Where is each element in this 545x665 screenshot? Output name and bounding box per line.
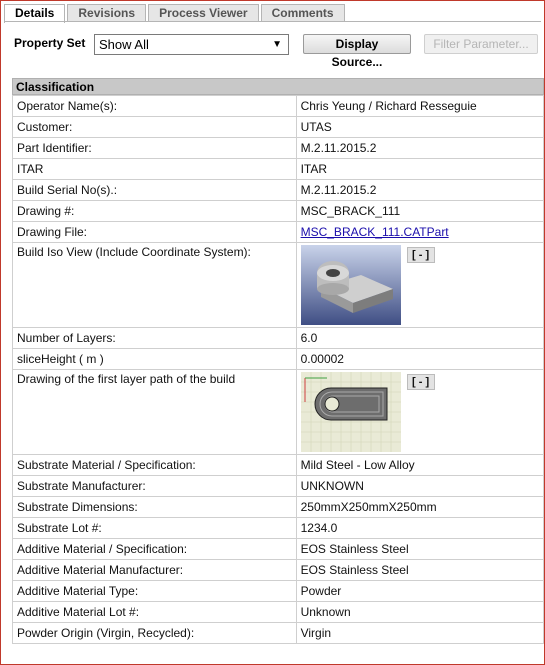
row-label: Operator Name(s): <box>13 96 297 117</box>
property-set-select[interactable] <box>94 34 289 55</box>
row-value: UNKNOWN <box>296 476 543 497</box>
tab-comments[interactable]: Comments <box>261 4 345 21</box>
iso-view-cell <box>296 243 543 328</box>
row-value: 6.0 <box>296 328 543 349</box>
filter-parameter-button[interactable]: Filter Parameter... <box>424 34 538 54</box>
row-label: sliceHeight ( m ) <box>13 349 297 370</box>
table-row <box>13 581 544 602</box>
row-value: EOS Stainless Steel <box>296 560 543 581</box>
row-value: 1234.0 <box>296 518 543 539</box>
iso-view-image[interactable] <box>301 245 401 325</box>
table-row <box>13 159 544 180</box>
row-label: Drawing #: <box>13 201 297 222</box>
row-label: Additive Material / Specification: <box>13 539 297 560</box>
tab-divider <box>4 21 541 22</box>
collapse-toggle-button[interactable]: [ - ] <box>407 374 435 390</box>
row-label: Additive Material Manufacturer: <box>13 560 297 581</box>
row-label: Part Identifier: <box>13 138 297 159</box>
table-row <box>13 201 544 222</box>
toolbar <box>14 32 539 69</box>
table-row <box>13 370 544 455</box>
row-value: UTAS <box>296 117 543 138</box>
tab-bar <box>4 4 345 22</box>
row-value: 250mmX250mmX250mm <box>296 497 543 518</box>
row-value: M.2.11.2015.2 <box>296 138 543 159</box>
row-label: Substrate Dimensions: <box>13 497 297 518</box>
row-value: Unknown <box>296 602 543 623</box>
row-label: ITAR <box>13 159 297 180</box>
row-value: MSC_BRACK_111 <box>296 201 543 222</box>
row-label: Customer: <box>13 117 297 138</box>
drawing-file-link[interactable]: MSC_BRACK_111.CATPart <box>300 225 449 239</box>
table-row <box>13 539 544 560</box>
row-value: 0.00002 <box>296 349 543 370</box>
properties-panel <box>12 78 544 644</box>
tab-revisions[interactable]: Revisions <box>67 4 146 21</box>
row-label: Drawing of the first layer path of the build <box>13 370 297 455</box>
layer-path-container <box>301 372 539 454</box>
row-label: Drawing File: <box>13 222 297 243</box>
row-label: Substrate Lot #: <box>13 518 297 539</box>
property-set-label: Property Set <box>14 36 86 50</box>
dropdown-arrow-icon: ▼ <box>272 39 282 50</box>
row-label: Number of Layers: <box>13 328 297 349</box>
row-label: Substrate Manufacturer: <box>13 476 297 497</box>
layer-path-image[interactable] <box>301 372 401 452</box>
table-row <box>13 328 544 349</box>
row-label: Additive Material Type: <box>13 581 297 602</box>
table-row <box>13 138 544 159</box>
row-label: Build Serial No(s).: <box>13 180 297 201</box>
table-row <box>13 476 544 497</box>
drawing-file-cell <box>296 222 543 243</box>
properties-table <box>12 95 544 644</box>
section-header: Classification <box>12 78 544 95</box>
table-row <box>13 117 544 138</box>
table-row <box>13 222 544 243</box>
table-row <box>13 96 544 117</box>
iso-view-container <box>301 245 539 327</box>
row-value: Virgin <box>296 623 543 644</box>
table-row <box>13 497 544 518</box>
table-row <box>13 518 544 539</box>
row-label: Build Iso View (Include Coordinate System): <box>13 243 297 328</box>
row-value: Mild Steel - Low Alloy <box>296 455 543 476</box>
table-row <box>13 349 544 370</box>
collapse-toggle-button[interactable]: [ - ] <box>407 247 435 263</box>
table-row <box>13 560 544 581</box>
display-source-button[interactable]: Display Source... <box>303 34 411 54</box>
property-set-value: Show All <box>99 37 149 52</box>
row-value: Powder <box>296 581 543 602</box>
table-row <box>13 180 544 201</box>
table-row <box>13 623 544 644</box>
row-label: Substrate Material / Specification: <box>13 455 297 476</box>
row-value: ITAR <box>296 159 543 180</box>
layer-path-cell <box>296 370 543 455</box>
table-row <box>13 602 544 623</box>
row-value: M.2.11.2015.2 <box>296 180 543 201</box>
table-row <box>13 243 544 328</box>
table-row <box>13 455 544 476</box>
tab-details[interactable]: Details <box>4 4 65 23</box>
tab-process-viewer[interactable]: Process Viewer <box>148 4 259 21</box>
row-label: Additive Material Lot #: <box>13 602 297 623</box>
row-value: Chris Yeung / Richard Resseguie <box>296 96 543 117</box>
row-value: EOS Stainless Steel <box>296 539 543 560</box>
row-label: Powder Origin (Virgin, Recycled): <box>13 623 297 644</box>
